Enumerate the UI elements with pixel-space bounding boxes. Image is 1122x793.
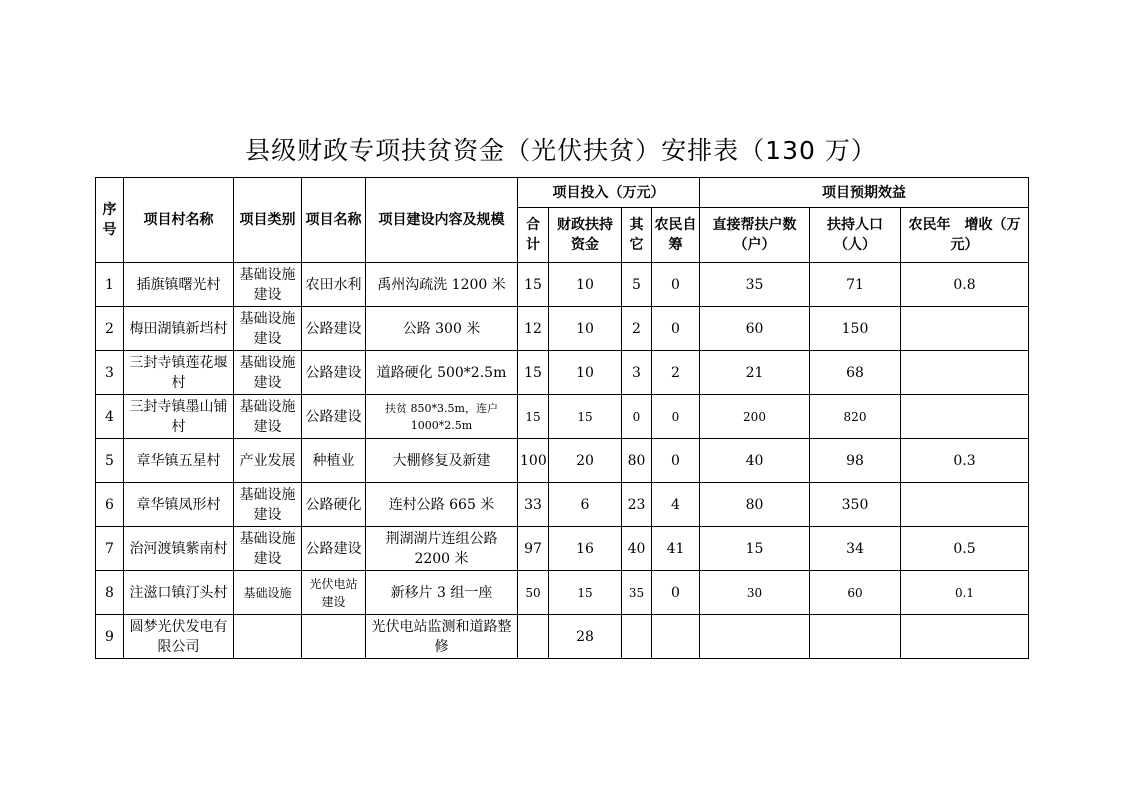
cell-fiscal: 10 bbox=[549, 263, 622, 307]
cell-households: 30 bbox=[700, 571, 810, 615]
page-title: 县级财政专项扶贫资金（光伏扶贫）安排表（130 万） bbox=[245, 136, 877, 165]
cell-project-name: 公路建设 bbox=[302, 307, 366, 351]
table-row bbox=[96, 307, 1029, 351]
cell-farmer: 4 bbox=[652, 483, 700, 527]
cell-content: 公路 300 米 bbox=[366, 307, 518, 351]
cell-category: 基础设施建设 bbox=[234, 351, 302, 395]
cell-income: 0.8 bbox=[901, 263, 1029, 307]
cell-content: 扶贫 850*3.5m，连户 1000*2.5m bbox=[366, 395, 518, 439]
header-seq: 序号 bbox=[96, 178, 124, 263]
header-other: 其它 bbox=[622, 208, 652, 263]
cell-category: 基础设施建设 bbox=[234, 307, 302, 351]
cell-households: 15 bbox=[700, 527, 810, 571]
cell-total: 15 bbox=[518, 351, 549, 395]
cell-village: 章华镇五星村 bbox=[124, 439, 234, 483]
cell-village: 圆梦光伏发电有限公司 bbox=[124, 615, 234, 659]
table-row bbox=[96, 615, 1029, 659]
cell-population: 150 bbox=[810, 307, 901, 351]
cell-fiscal: 16 bbox=[549, 527, 622, 571]
cell-farmer bbox=[652, 615, 700, 659]
table-row bbox=[96, 527, 1029, 571]
cell-village: 三封寺镇莲花堰村 bbox=[124, 351, 234, 395]
cell-category: 产业发展 bbox=[234, 439, 302, 483]
cell-village: 章华镇凤形村 bbox=[124, 483, 234, 527]
cell-project-name: 光伏电站建设 bbox=[302, 571, 366, 615]
cell-seq: 6 bbox=[96, 483, 124, 527]
cell-other: 2 bbox=[622, 307, 652, 351]
cell-population: 60 bbox=[810, 571, 901, 615]
cell-category: 基础设施建设 bbox=[234, 527, 302, 571]
cell-income bbox=[901, 395, 1029, 439]
cell-project-name: 公路硬化 bbox=[302, 483, 366, 527]
cell-category: 基础设施 bbox=[234, 571, 302, 615]
cell-other: 35 bbox=[622, 571, 652, 615]
cell-population: 820 bbox=[810, 395, 901, 439]
cell-farmer: 41 bbox=[652, 527, 700, 571]
cell-village: 三封寺镇墨山铺村 bbox=[124, 395, 234, 439]
cell-project-name: 种植业 bbox=[302, 439, 366, 483]
cell-population: 98 bbox=[810, 439, 901, 483]
table-row bbox=[96, 351, 1029, 395]
cell-project-name: 公路建设 bbox=[302, 395, 366, 439]
cell-fiscal: 20 bbox=[549, 439, 622, 483]
cell-category bbox=[234, 615, 302, 659]
cell-income: 0.5 bbox=[901, 527, 1029, 571]
cell-fiscal: 15 bbox=[549, 571, 622, 615]
cell-total: 97 bbox=[518, 527, 549, 571]
cell-content: 连村公路 665 米 bbox=[366, 483, 518, 527]
table-row bbox=[96, 263, 1029, 307]
cell-content: 新移片 3 组一座 bbox=[366, 571, 518, 615]
cell-project-name: 农田水利 bbox=[302, 263, 366, 307]
cell-seq: 2 bbox=[96, 307, 124, 351]
cell-village: 插旗镇曙光村 bbox=[124, 263, 234, 307]
cell-category: 基础设施建设 bbox=[234, 395, 302, 439]
cell-total: 15 bbox=[518, 263, 549, 307]
cell-category: 基础设施建设 bbox=[234, 263, 302, 307]
cell-seq: 5 bbox=[96, 439, 124, 483]
cell-total: 100 bbox=[518, 439, 549, 483]
cell-population: 68 bbox=[810, 351, 901, 395]
cell-farmer: 0 bbox=[652, 395, 700, 439]
cell-seq: 3 bbox=[96, 351, 124, 395]
cell-content: 荆湖湖片连组公路 2200 米 bbox=[366, 527, 518, 571]
table-row bbox=[96, 395, 1029, 439]
header-population: 扶持人口（人） bbox=[810, 208, 901, 263]
header-fiscal: 财政扶持资金 bbox=[549, 208, 622, 263]
cell-fiscal: 10 bbox=[549, 307, 622, 351]
cell-population bbox=[810, 615, 901, 659]
cell-households: 21 bbox=[700, 351, 810, 395]
cell-population: 34 bbox=[810, 527, 901, 571]
header-project-name: 项目名称 bbox=[302, 178, 366, 263]
cell-seq: 1 bbox=[96, 263, 124, 307]
cell-other: 5 bbox=[622, 263, 652, 307]
cell-farmer: 0 bbox=[652, 571, 700, 615]
table-row bbox=[96, 571, 1029, 615]
cell-total: 12 bbox=[518, 307, 549, 351]
cell-income bbox=[901, 483, 1029, 527]
cell-income: 0.3 bbox=[901, 439, 1029, 483]
header-income: 农民年 增收（万元） bbox=[901, 208, 1029, 263]
cell-farmer: 0 bbox=[652, 263, 700, 307]
table-row bbox=[96, 483, 1029, 527]
cell-households: 35 bbox=[700, 263, 810, 307]
cell-income: 0.1 bbox=[901, 571, 1029, 615]
cell-total bbox=[518, 615, 549, 659]
funding-table bbox=[95, 177, 1029, 659]
cell-total: 15 bbox=[518, 395, 549, 439]
cell-other: 40 bbox=[622, 527, 652, 571]
cell-fiscal: 15 bbox=[549, 395, 622, 439]
cell-farmer: 0 bbox=[652, 307, 700, 351]
cell-other: 23 bbox=[622, 483, 652, 527]
cell-category: 基础设施建设 bbox=[234, 483, 302, 527]
cell-village: 注滋口镇汀头村 bbox=[124, 571, 234, 615]
cell-fiscal: 6 bbox=[549, 483, 622, 527]
cell-farmer: 0 bbox=[652, 439, 700, 483]
cell-project-name bbox=[302, 615, 366, 659]
cell-village: 治河渡镇紫南村 bbox=[124, 527, 234, 571]
header-investment-group: 项目投入（万元） bbox=[518, 178, 700, 208]
cell-seq: 4 bbox=[96, 395, 124, 439]
cell-income bbox=[901, 615, 1029, 659]
cell-households bbox=[700, 615, 810, 659]
cell-project-name: 公路建设 bbox=[302, 351, 366, 395]
header-benefit-group: 项目预期效益 bbox=[700, 178, 1029, 208]
cell-content: 道路硬化 500*2.5m bbox=[366, 351, 518, 395]
cell-households: 200 bbox=[700, 395, 810, 439]
header-village: 项目村名称 bbox=[124, 178, 234, 263]
cell-content: 大棚修复及新建 bbox=[366, 439, 518, 483]
cell-population: 350 bbox=[810, 483, 901, 527]
cell-seq: 8 bbox=[96, 571, 124, 615]
header-total: 合计 bbox=[518, 208, 549, 263]
cell-seq: 7 bbox=[96, 527, 124, 571]
cell-other: 0 bbox=[622, 395, 652, 439]
cell-other: 3 bbox=[622, 351, 652, 395]
header-category: 项目类别 bbox=[234, 178, 302, 263]
header-content: 项目建设内容及规模 bbox=[366, 178, 518, 263]
cell-households: 80 bbox=[700, 483, 810, 527]
cell-village: 梅田湖镇新垱村 bbox=[124, 307, 234, 351]
cell-total: 33 bbox=[518, 483, 549, 527]
table-row bbox=[96, 439, 1029, 483]
cell-other bbox=[622, 615, 652, 659]
cell-content: 光伏电站监测和道路整修 bbox=[366, 615, 518, 659]
cell-income bbox=[901, 351, 1029, 395]
cell-farmer: 2 bbox=[652, 351, 700, 395]
cell-total: 50 bbox=[518, 571, 549, 615]
cell-seq: 9 bbox=[96, 615, 124, 659]
cell-content: 禹州沟疏洗 1200 米 bbox=[366, 263, 518, 307]
cell-households: 60 bbox=[700, 307, 810, 351]
cell-fiscal: 10 bbox=[549, 351, 622, 395]
header-farmer: 农民自筹 bbox=[652, 208, 700, 263]
cell-other: 80 bbox=[622, 439, 652, 483]
cell-population: 71 bbox=[810, 263, 901, 307]
cell-households: 40 bbox=[700, 439, 810, 483]
header-households: 直接帮扶户数（户） bbox=[700, 208, 810, 263]
cell-fiscal: 28 bbox=[549, 615, 622, 659]
cell-project-name: 公路建设 bbox=[302, 527, 366, 571]
cell-income bbox=[901, 307, 1029, 351]
